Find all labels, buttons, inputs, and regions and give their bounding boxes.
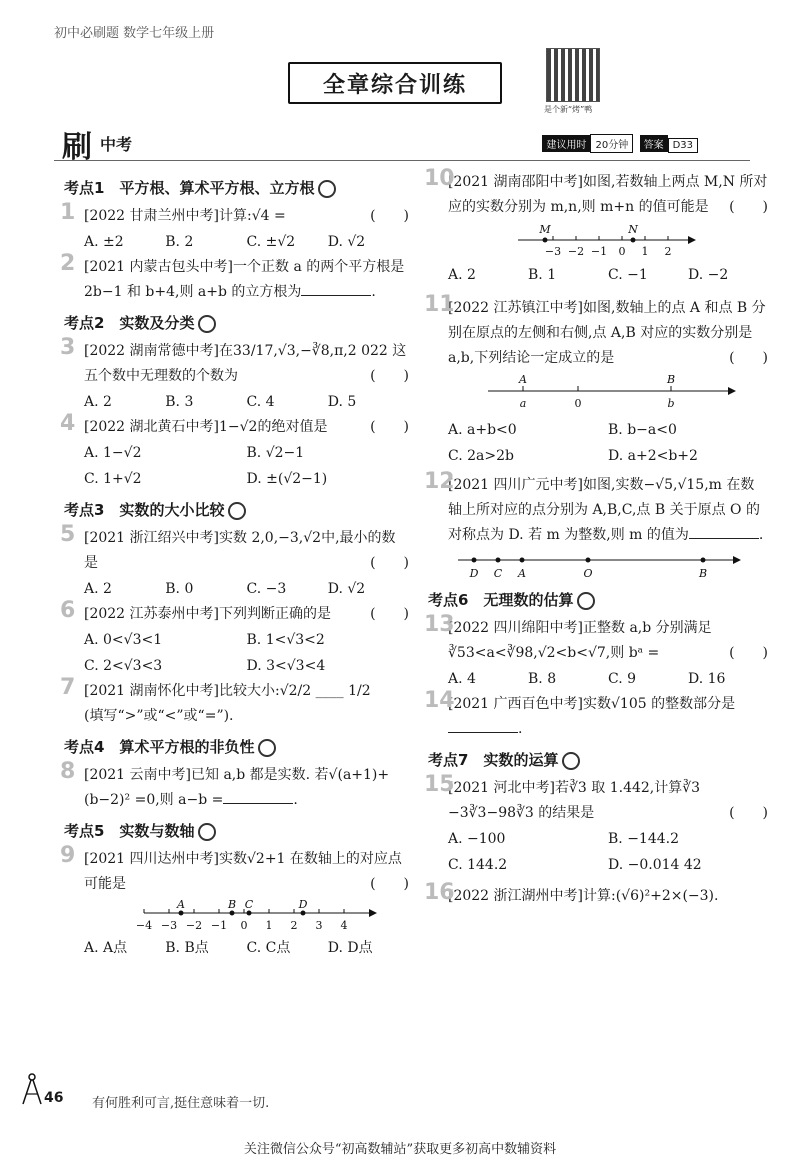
option[interactable]: D. √2 (327, 234, 366, 250)
svg-text:2: 2 (664, 245, 672, 258)
number-line-10 (448, 222, 748, 260)
svg-text:4: 4 (340, 919, 348, 932)
number-line-9 (84, 899, 384, 933)
pencil-icon (562, 752, 580, 770)
watermark-text: 关注微信公众号“初高数辅站”获取更多初高中数辅资料 (243, 1142, 557, 1157)
svg-text:−2: −2 (567, 245, 585, 258)
option[interactable]: D. √2 (327, 581, 366, 597)
question-5: 5 [2021 浙江绍兴中考]实数 2,0,−3,√2中,最小的数是 ( ) (60, 522, 409, 571)
question-15: 15 [2021 河北中考]若∛3 取 1.442,计算∛3 −3∛3−98∛3 的结果是 ( ) (424, 772, 768, 821)
svg-text:1: 1 (641, 245, 649, 258)
svg-text:M: M (539, 223, 551, 236)
option[interactable]: B. 8 (528, 671, 557, 687)
option[interactable]: B. √2−1 (246, 445, 305, 461)
option[interactable]: B. −144.2 (608, 831, 679, 847)
options-15 (428, 826, 768, 878)
option[interactable]: B. 0 (165, 581, 194, 597)
question-2: 2 [2021 内蒙古包头中考]一个正数 a 的两个平方根是 2b−1 和 b+4,则 a+b 的立方根为 . (60, 251, 405, 300)
options-10 (428, 262, 768, 288)
svg-text:D: D (469, 567, 479, 580)
answer-blank[interactable] (301, 281, 371, 296)
options-11 (428, 417, 768, 469)
options-6 (64, 627, 409, 679)
svg-text:−1: −1 (590, 245, 608, 258)
svg-text:−3: −3 (544, 245, 562, 258)
number-line-12 (448, 550, 748, 582)
question-6: 6 [2022 江苏泰州中考]下列判断正确的是 ( ) (60, 598, 409, 623)
option[interactable]: D. D点 (327, 940, 373, 956)
svg-text:3: 3 (315, 919, 323, 932)
svg-text:A: A (519, 373, 527, 386)
topic-heading: 考点7 实数的运算 (428, 748, 768, 772)
svg-text:0: 0 (618, 245, 626, 258)
options-3 (64, 389, 409, 415)
option[interactable]: A. 2 (84, 581, 112, 597)
footer-motto: 有何胜利可言,挺住意味着一切. (92, 1096, 270, 1111)
svg-text:B: B (227, 899, 237, 911)
section-small-label: 中考 (100, 135, 133, 154)
svg-text:0: 0 (240, 919, 248, 932)
topic-heading: 考点3 实数的大小比较 (64, 498, 409, 522)
answer-blank[interactable] (689, 524, 759, 539)
svg-text:B: B (698, 567, 708, 580)
svg-text:b: b (667, 397, 675, 410)
options-5 (64, 576, 409, 602)
topic-heading: 考点1 平方根、算术平方根、立方根 (64, 176, 409, 200)
option[interactable]: B. 3 (165, 394, 194, 410)
topic-heading: 考点2 实数及分类 (64, 311, 409, 335)
pencil-icon (577, 592, 595, 610)
answer-blank[interactable] (448, 718, 518, 733)
option[interactable]: A. a+b<0 (448, 422, 517, 438)
question-3: 3 [2022 湖南常德中考]在33/17,√3,−∛8,π,2 022 这五个数中无理数的个数为 ( ) (60, 335, 409, 384)
svg-text:1: 1 (265, 919, 273, 932)
topic-heading: 考点6 无理数的估算 (428, 588, 768, 612)
section-big-char: 刷 (62, 130, 92, 165)
compass-icon (20, 1072, 44, 1106)
option[interactable]: A. 2 (448, 267, 476, 283)
svg-text:B: B (666, 373, 676, 386)
option[interactable]: B. 1 (528, 267, 557, 283)
answer-label: 答案 (640, 135, 668, 152)
chapter-title: 全章综合训练 (288, 62, 502, 104)
option[interactable]: C. 2a>2b (448, 448, 514, 464)
answer-page: D33 (668, 138, 698, 153)
question-10: 10 [2021 湖南邵阳中考]如图,若数轴上两点 M,N 所对应的实数分别为 m,n,则 m+n 的值可能是 ( ) (424, 166, 768, 215)
suggest-time (542, 134, 698, 153)
options-1 (64, 229, 409, 255)
svg-text:−3: −3 (160, 919, 178, 932)
pencil-icon (228, 502, 246, 520)
option[interactable]: A. ±2 (84, 234, 124, 250)
svg-text:A: A (518, 567, 526, 580)
option[interactable]: B. B点 (165, 940, 209, 956)
qr-code[interactable] (546, 48, 600, 102)
pencil-icon (198, 315, 216, 333)
svg-text:A: A (177, 899, 185, 911)
option[interactable]: C. 144.2 (448, 857, 508, 873)
option[interactable]: C. 1+√2 (84, 471, 142, 487)
question-7: 7 [2021 湖南怀化中考]比较大小:√2/2 ____ 1/2 (填写“>”或“<”或“=”). (60, 675, 371, 724)
pencil-icon (318, 180, 336, 198)
topic-heading: 考点4 算术平方根的非负性 (64, 735, 409, 759)
option[interactable]: D. 5 (327, 394, 357, 410)
svg-text:a: a (519, 397, 527, 410)
options-4 (64, 440, 409, 492)
suggest-label: 建议用时 (542, 135, 590, 152)
left-column (60, 170, 409, 961)
pencil-icon (258, 739, 276, 757)
svg-text:−2: −2 (185, 919, 203, 932)
options-9 (64, 935, 409, 961)
option[interactable]: C. 2<√3<3 (84, 658, 163, 674)
qr-caption: 是个新“烤”鸭 (544, 105, 593, 114)
question-1: 1 [2022 甘肃兰州中考]计算:√4 = ( ) (60, 200, 409, 225)
svg-text:C: C (493, 567, 503, 580)
answer-blank[interactable] (223, 789, 293, 804)
question-4: 4 [2022 湖北黄石中考]1−√2的绝对值是 ( ) (60, 411, 409, 436)
option[interactable]: D. a+2<b+2 (608, 448, 698, 464)
option[interactable]: C. −3 (246, 581, 287, 597)
option[interactable]: D. 16 (688, 671, 726, 687)
question-8: 8 [2021 云南中考]已知 a,b 都是实数. 若√(a+1)+(b−2)² =0,则 a−b = . (60, 759, 390, 808)
svg-text:N: N (628, 223, 638, 236)
svg-text:O: O (583, 567, 593, 580)
option[interactable]: D. ±(√2−1) (246, 471, 328, 487)
suggest-value: 20分钟 (590, 134, 633, 153)
option[interactable]: C. 4 (246, 394, 275, 410)
svg-text:−1: −1 (210, 919, 228, 932)
option[interactable]: C. −1 (608, 267, 648, 283)
question-14: 14 [2021 广西百色中考]实数√105 的整数部分是. (424, 688, 736, 737)
question-12: 12 [2021 四川广元中考]如图,实数−√5,√15,m 在数轴上所对应的点分别为 A,B,C,点 B 关于原点 O 的对称点为 D. 若 m 为整数,则 m 的值为 . (424, 469, 764, 543)
option[interactable]: A. 0<√3<1 (84, 632, 163, 648)
question-9: 9 [2021 四川达州中考]实数√2+1 在数轴上的对应点可能是 ( ) (60, 843, 409, 892)
question-13: 13 [2022 四川绵阳中考]正整数 a,b 分别满足 ∛53<a<∛98,√2<b<√7,则 bᵃ = ( ) (424, 612, 768, 661)
option[interactable]: C. ±√2 (246, 234, 296, 250)
running-header: 初中必刷题 数学七年级上册 (54, 26, 215, 41)
option[interactable]: B. 1<√3<2 (246, 632, 325, 648)
options-13 (428, 666, 768, 692)
pencil-icon (198, 823, 216, 841)
section-header (54, 120, 750, 165)
option[interactable]: C. 9 (608, 671, 637, 687)
svg-text:−4: −4 (135, 919, 153, 932)
option[interactable]: A. 2 (84, 394, 112, 410)
svg-text:D: D (298, 899, 308, 911)
option[interactable]: A. 4 (448, 671, 476, 687)
svg-text:C: C (244, 899, 254, 911)
svg-text:0: 0 (574, 397, 582, 410)
option[interactable]: D. 3<√3<4 (246, 658, 326, 674)
svg-text:2: 2 (290, 919, 298, 932)
right-column (424, 166, 768, 909)
option[interactable]: B. b−a<0 (608, 422, 677, 438)
option[interactable]: A. A点 (84, 940, 128, 956)
option[interactable]: D. −2 (688, 267, 729, 283)
page-number: 46 (44, 1090, 64, 1106)
question-11: 11 [2022 江苏镇江中考]如图,数轴上的点 A 和点 B 分别在原点的左侧和右侧,点 A,B 对应的实数分别是 a,b,下列结论一定成立的是 ( ) (424, 292, 768, 366)
option[interactable]: A. −100 (448, 831, 506, 847)
number-line-11 (448, 373, 748, 415)
option[interactable]: D. −0.014 42 (608, 857, 702, 873)
topic-heading: 考点5 实数与数轴 (64, 819, 409, 843)
option[interactable]: A. 1−√2 (84, 445, 142, 461)
question-16: 16 [2022 浙江湖州中考]计算:(√6)²+2×(−3). (424, 880, 719, 905)
option[interactable]: C. C点 (246, 940, 291, 956)
option[interactable]: B. 2 (165, 234, 194, 250)
